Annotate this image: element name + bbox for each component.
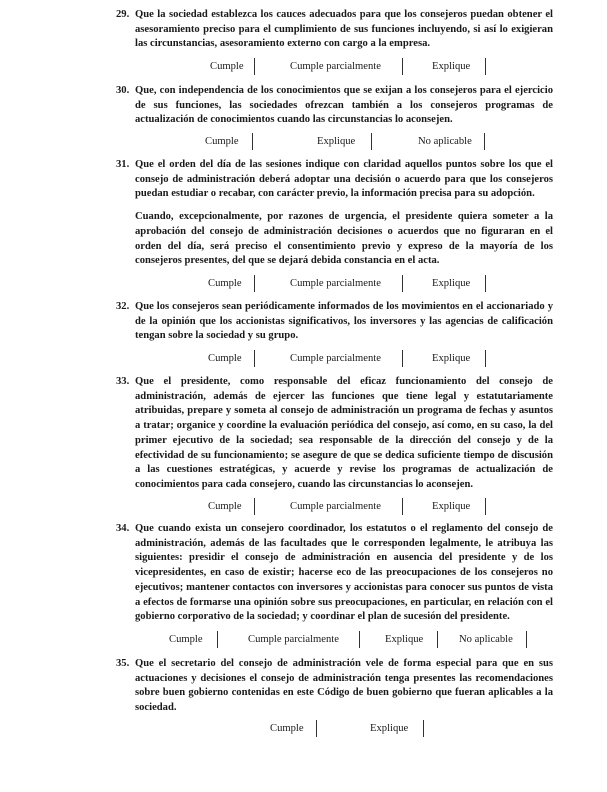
option-explique[interactable]: Explique (432, 353, 471, 364)
divider (359, 631, 360, 648)
option-cumple-parcialmente[interactable]: Cumple parcialmente (290, 501, 381, 512)
answer-options-31 (0, 277, 607, 293)
paragraph: Cuando, excepcionalmente, por razones de urgencia, el presidente quiera someter a la aprobación del consejo de administración decisiones o acuerdos que no figuraran en el orden del día, será preciso el consentimiento previo y expreso de la mayoría de los consejeros presentes, del que se dejará debida constancia en el acta. (135, 211, 553, 267)
option-no-aplicable[interactable]: No aplicable (418, 136, 472, 147)
option-explique[interactable]: Explique (432, 61, 471, 72)
item-text (135, 84, 553, 128)
option-cumple-parcialmente[interactable]: Cumple parcialmente (248, 634, 339, 645)
option-cumple-parcialmente[interactable]: Cumple parcialmente (290, 353, 381, 364)
divider (252, 133, 253, 150)
item-text (135, 522, 553, 625)
divider (485, 498, 486, 515)
item-text (135, 657, 553, 716)
divider (254, 498, 255, 515)
item-text (135, 158, 553, 269)
paragraph: Que el secretario del consejo de administración vele de forma especial para que en sus actuaciones y decisiones el consejo de administración tenga presentes las recomendaciones sobre buen gobierno contenidas en este Código de buen gobierno que fueran aplicables a la sociedad. (135, 658, 553, 714)
item-text (135, 375, 553, 493)
option-cumple[interactable]: Cumple (208, 278, 242, 289)
answer-options-29 (0, 60, 607, 76)
option-explique[interactable]: Explique (385, 634, 424, 645)
item-number: 31. (116, 159, 130, 170)
divider (402, 350, 403, 367)
divider (485, 350, 486, 367)
option-explique[interactable]: Explique (317, 136, 356, 147)
option-cumple[interactable]: Cumple (208, 353, 242, 364)
item-number: 30. (116, 85, 130, 96)
option-cumple[interactable]: Cumple (205, 136, 239, 147)
paragraph: Que la sociedad establezca los cauces adecuados para que los consejeros puedan obtener el asesoramiento preciso para el cumplimiento de sus funciones incluyendo, si así lo exigieran las circunstancias, asesoramiento externo con cargo a la empresa. (135, 9, 553, 50)
divider (371, 133, 372, 150)
divider (437, 631, 438, 648)
item-text (135, 300, 553, 344)
answer-options-30 (0, 135, 607, 151)
item-number: 35. (116, 658, 130, 669)
divider (402, 498, 403, 515)
option-cumple[interactable]: Cumple (270, 723, 304, 734)
divider (254, 350, 255, 367)
option-cumple-parcialmente[interactable]: Cumple parcialmente (290, 278, 381, 289)
paragraph: Que los consejeros sean periódicamente informados de los movimientos en el accionariado y de la opinión que los accionistas significativos, los inversores y las agencias de calificación tengan sobre la sociedad y su grupo. (135, 301, 553, 342)
item-number: 33. (116, 376, 130, 387)
divider (485, 275, 486, 292)
answer-options-33 (0, 500, 607, 516)
divider (217, 631, 218, 648)
divider (402, 58, 403, 75)
item-number: 29. (116, 9, 130, 20)
answer-options-35 (0, 722, 607, 738)
divider (402, 275, 403, 292)
option-explique[interactable]: Explique (432, 278, 471, 289)
option-cumple-parcialmente[interactable]: Cumple parcialmente (290, 61, 381, 72)
option-explique[interactable]: Explique (370, 723, 409, 734)
option-cumple[interactable]: Cumple (210, 61, 244, 72)
divider (423, 720, 424, 737)
divider (484, 133, 485, 150)
divider (316, 720, 317, 737)
option-cumple[interactable]: Cumple (208, 501, 242, 512)
item-number: 32. (116, 301, 130, 312)
paragraph: Que cuando exista un consejero coordinador, los estatutos o el reglamento del consejo de administración, además de las facultades que le corresponden legalmente, le atribuya las siguientes: presidir el consejo de administración en ausencia del presidente y de los vicepresidentes, en caso de existir; hacerse eco de las preocupaciones de los consejeros no ejecutivos; mantener contactos con inversores y accionistas para conocer sus puntos de vista a efectos de formarse una opinión sobre sus preocupaciones, en particular, en relación con el gobierno corporativo de la sociedad; y coordinar el plan de sucesión del presidente. (135, 523, 553, 623)
item-number: 34. (116, 523, 130, 534)
paragraph: Que el presidente, como responsable del eficaz funcionamiento del consejo de administración, además de ejercer las funciones que tiene legal y estatutariamente atribuidas, prepare y someta al consejo de administración un programa de fechas y asuntos a tratar; organice y coordine la evaluación periódica del consejo, así como, en su caso, la del primer ejecutivo de la sociedad; sea responsable de la dirección del consejo y de la efectividad de su funcionamiento; se asegure de que se dedica suficiente tiempo de discusión a las cuestiones estratégicas, y acuerde y revise los programas de actualización de conocimientos para cada consejero, cuando las circunstancias lo aconsejen. (135, 376, 553, 490)
option-no-aplicable[interactable]: No aplicable (459, 634, 513, 645)
answer-options-32 (0, 352, 607, 368)
divider (485, 58, 486, 75)
divider (254, 275, 255, 292)
paragraph: Que, con independencia de los conocimientos que se exijan a los consejeros para el ejercicio de sus funciones, las sociedades ofrezcan también a los consejeros programas de actualización de conocimientos cuando las circunstancias lo aconsejen. (135, 85, 553, 126)
option-explique[interactable]: Explique (432, 501, 471, 512)
divider (254, 58, 255, 75)
answer-options-34 (0, 633, 607, 649)
option-cumple[interactable]: Cumple (169, 634, 203, 645)
item-text (135, 8, 553, 52)
divider (526, 631, 527, 648)
paragraph: Que el orden del día de las sesiones indique con claridad aquellos puntos sobre los que el consejo de administración deberá adoptar una decisión o acuerdo para que los consejeros puedan estudiar o recabar, con carácter previo, la información precisa para su adopción. (135, 159, 553, 200)
